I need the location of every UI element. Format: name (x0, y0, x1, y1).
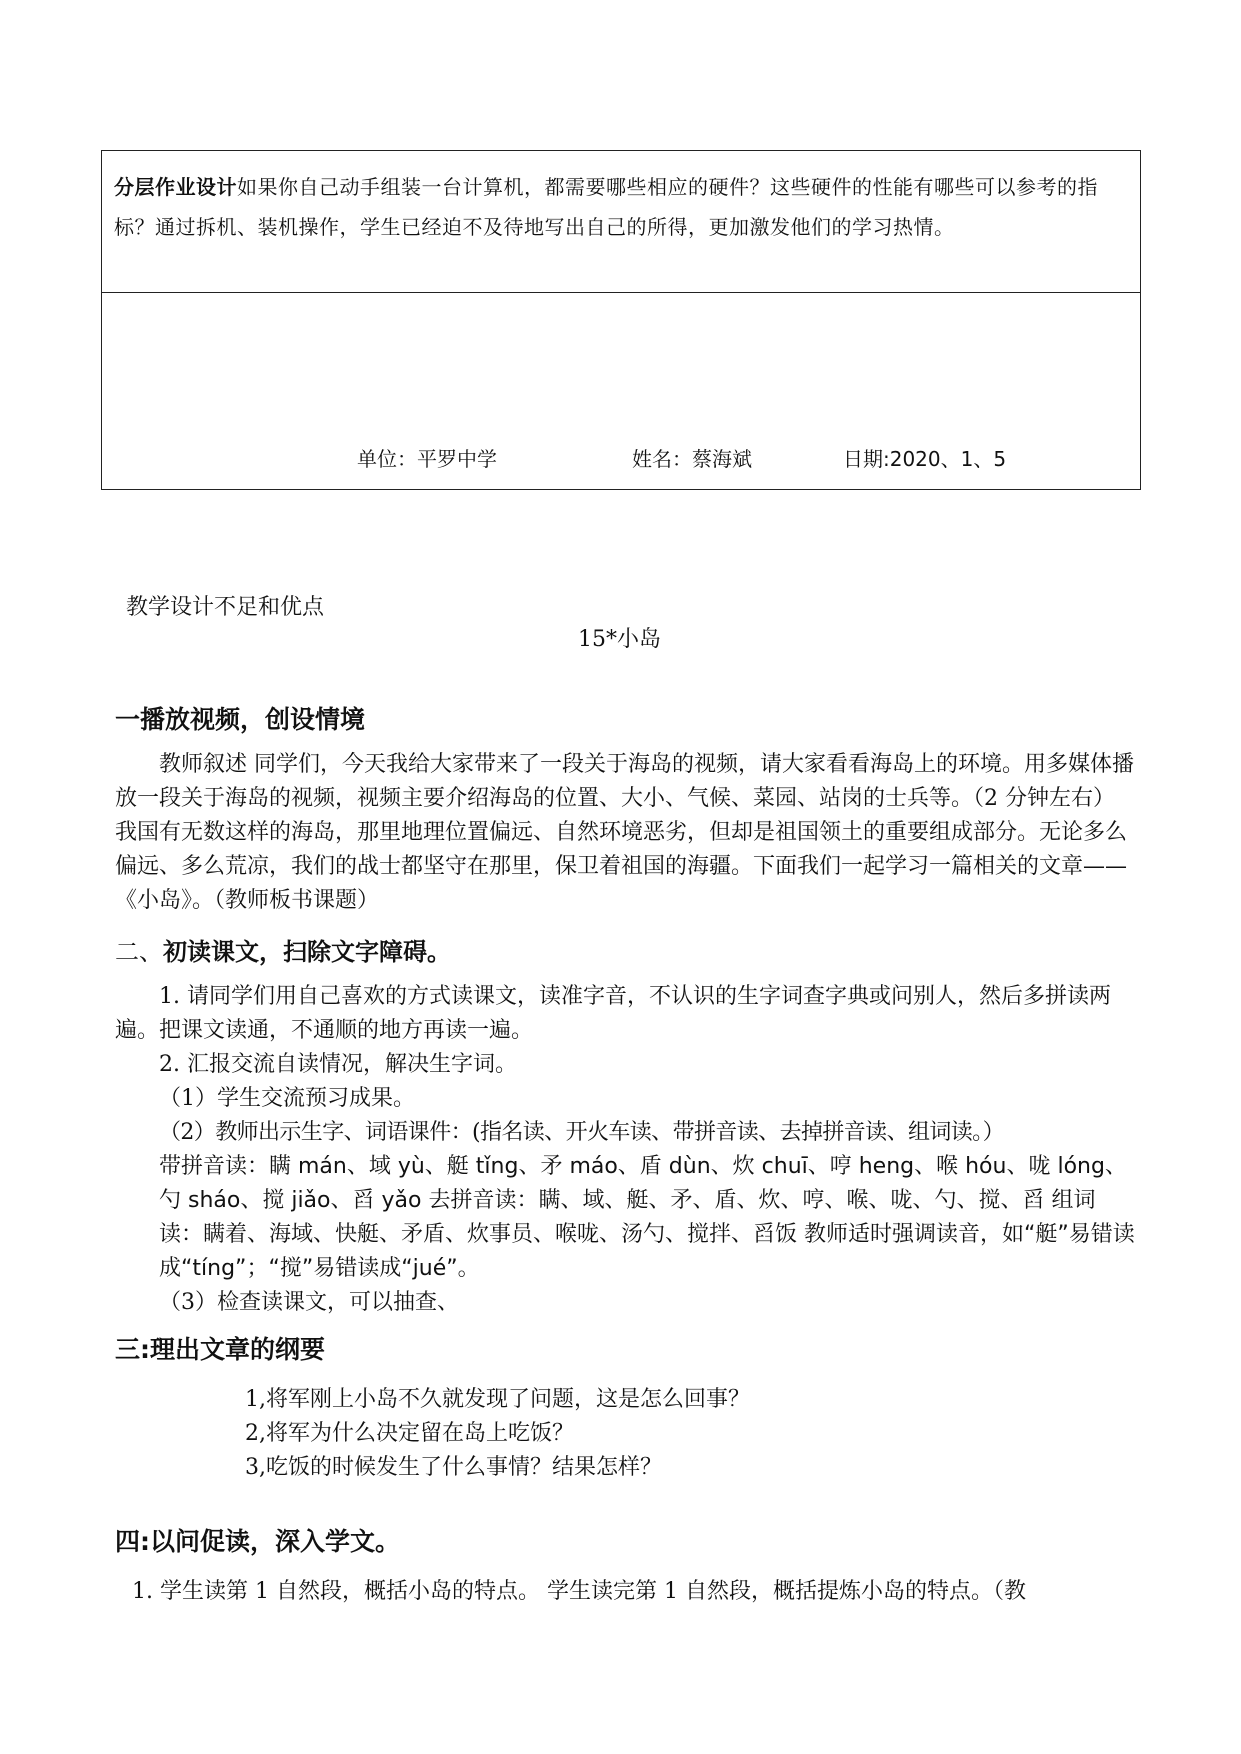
name-label: 姓名：蔡海斌 (632, 447, 752, 471)
outline-question-1: 1,将军刚上小岛不久就发现了问题，这是怎么回事？ (245, 1387, 750, 1412)
section-4-item-1: 1. 学生读第 1 自然段，概括小岛的特点。 学生读完第 1 自然段，概括提炼小岛的特点。（教 (132, 1579, 1026, 1604)
section-2-item-1: 1. 请同学们用自己喜欢的方式读课文，读准字音，不认识的生字词查字典或问别人，然后多拼读两遍。把课文读通，不通顺的地方再读一遍。 (115, 984, 1111, 1043)
section-4-heading: 四:以问促读，深入学文。 (115, 1527, 400, 1556)
section-3-heading: 三:理出文章的纲要 (115, 1335, 325, 1364)
section-2-item-2: 2. 汇报交流自读情况，解决生字词。 (159, 1052, 517, 1077)
date-label: 日期:2020、1、5 (843, 447, 1007, 471)
section-1-heading: 一播放视频，创设情境 (115, 705, 366, 734)
homework-label: 分层作业设计 (114, 175, 237, 199)
pinyin-paragraph: 带拼音读：瞒 mán、域 yù、艇 tǐng、矛 máo、盾 dùn、炊 chuī、哼 heng、喉 hóu、咙 lóng、 勺 sháo、搅 jiǎo、舀 yǎo 去拼音读：瞒、域、艇、矛、盾、炊、哼、喉、咙、勺、搅、舀 组词读：瞒着、海域、快艇、矛盾、炊事员、喉咙、汤勺、搅拌、舀饭 教师适时强调读音，如“艇”易错读成“tíng”；“搅”易错读成“jué”。 (159, 1154, 1135, 1281)
section-2-heading (115, 932, 451, 967)
section-1-paragraph: 教师叙述 同学们，今天我给大家带来了一段关于海岛的视频，请大家看看海岛上的环境。用多媒体播放一段关于海岛的视频，视频主要介绍海岛的位置、大小、气候、菜园、站岗的士兵等。（2 分钟左右） 我国有无数这样的海岛，那里地理位置偏远、自然环境恶劣，但却是祖国领土的重要组成部分。无论多么偏远、多么荒凉，我们的战士都坚守在那里，保卫着祖国的海疆。下面我们一起学习一篇相关的文章——《小岛》。（教师板书课题） (115, 752, 1134, 913)
section-2-item-4: （2）教师出示生字、词语课件：(指名读、开火车读、带拼音读、去掉拼音读、组词读。） (159, 1120, 1004, 1145)
section-2-heading-prefix: 二、 (115, 938, 163, 966)
outline-question-2: 2,将军为什么决定留在岛上吃饭？ (245, 1421, 574, 1446)
outline-question-3: 3,吃饭的时候发生了什么事情？结果怎样？ (245, 1455, 662, 1480)
section-2-item-6: （3）检查读课文，可以抽查、 (159, 1290, 459, 1315)
homework-text: 如果你自己动手组装一台计算机，都需要哪些相应的硬件？这些硬件的性能有哪些可以参考的指标？通过拆机、装机操作，学生已经迫不及待地写出自己的所得，更加激发他们的学习热情。 (114, 175, 1098, 239)
section-2-item-3: （1）学生交流预习成果。 (159, 1086, 415, 1111)
signature-cell (102, 293, 1140, 489)
homework-cell (102, 151, 1140, 293)
lesson-title: 15*小岛 (578, 627, 661, 652)
section-2-heading-text: 初读课文，扫除文字障碍。 (163, 938, 451, 966)
homework-table (101, 150, 1141, 490)
design-note: 教学设计不足和优点 (126, 595, 325, 620)
unit-label: 单位：平罗中学 (357, 447, 497, 471)
